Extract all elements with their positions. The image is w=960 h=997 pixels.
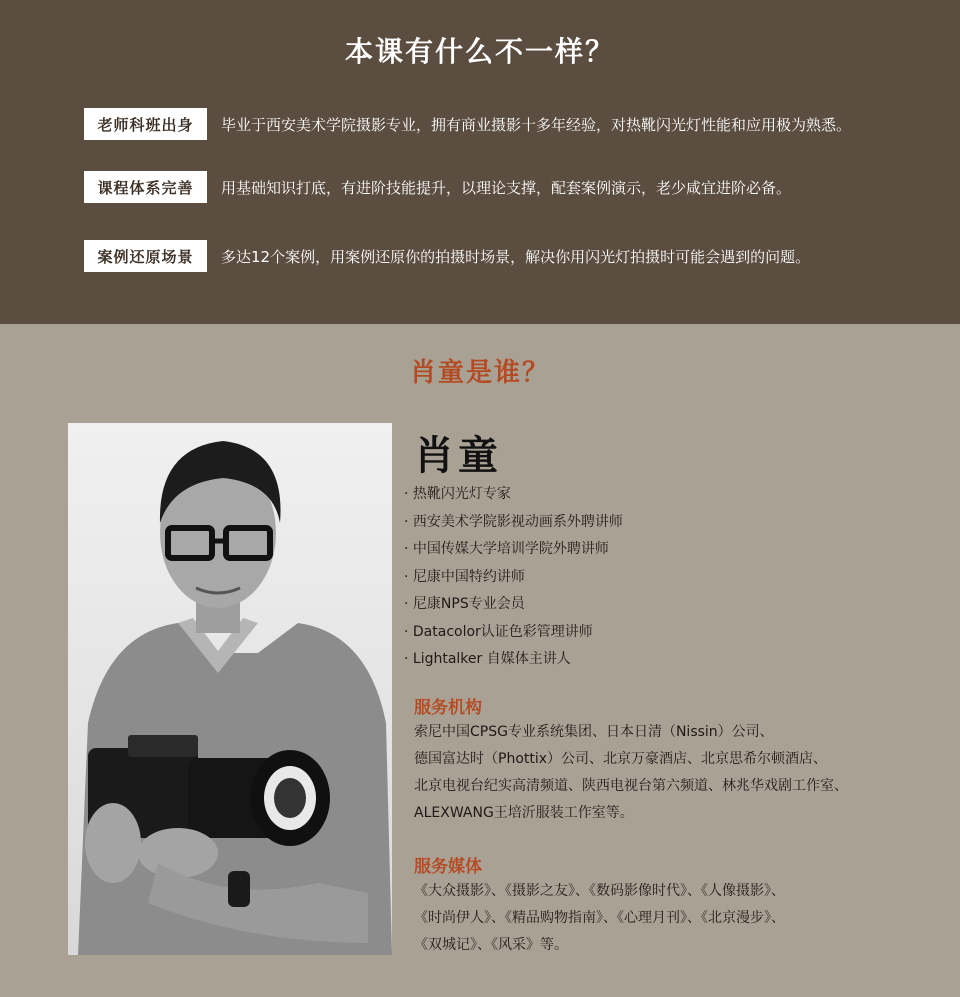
institutions-heading: 服务机构: [414, 698, 482, 718]
text-line: 《大众摄影》、《摄影之友》、《数码影像时代》、《人像摄影》、: [414, 883, 785, 899]
text-line: ALEXWANG王培沂服装工作室等。: [414, 805, 634, 821]
text-line: 《双城记》、《风采》等。: [414, 937, 568, 953]
feature-description: 毕业于西安美术学院摄影专业，拥有商业摄影十多年经验，对热靴闪光灯性能和应用极为熟悉。: [221, 115, 852, 134]
text-line: 索尼中国CPSG专业系统集团、日本日清（Nissin）公司、: [414, 724, 774, 740]
list-item: · 尼康NPS专业会员: [404, 596, 525, 612]
feature-description: 用基础知识打底，有进阶技能提升，以理论支撑，配套案例演示，老少咸宜进阶必备。: [221, 178, 792, 197]
media-heading: 服务媒体: [414, 857, 482, 877]
text-line: 《时尚伊人》、《精品购物指南》、《心理月刊》、《北京漫步》、: [414, 910, 785, 926]
feature-row-3: [84, 240, 810, 272]
list-item: · 尼康中国特约讲师: [404, 568, 525, 585]
portrait-illustration: [68, 423, 392, 955]
feature-tag: 案例还原场景: [84, 240, 207, 272]
feature-tag: 课程体系完善: [84, 171, 207, 203]
text-line: 德国富达时（Phottix）公司、北京万豪酒店、北京思希尔顿酒店、: [414, 751, 828, 767]
feature-description: 多达12个案例，用案例还原你的拍摄时场景，解决你用闪光灯拍摄时可能会遇到的问题。: [221, 247, 811, 266]
institutions-text: [414, 719, 924, 827]
list-item: · 中国传媒大学培训学院外聘讲师: [404, 541, 609, 557]
intro-section: [0, 0, 960, 324]
portrait-photo: [68, 423, 392, 955]
instructor-name: 肖童: [414, 432, 502, 479]
list-item: · 热靴闪光灯专家: [404, 486, 511, 502]
profile-section-title: 肖童是谁？: [409, 358, 550, 388]
feature-tag: 老师科班出身: [84, 108, 207, 140]
text-line: 北京电视台纪实高清频道、陕西电视台第六频道、林兆华戏剧工作室、: [414, 778, 848, 794]
list-item: · 西安美术学院影视动画系外聘讲师: [404, 513, 623, 530]
feature-row-2: [84, 171, 791, 203]
list-item: · Lightalker 自媒体主讲人: [404, 651, 571, 667]
credentials-list: [404, 481, 623, 674]
media-text: [414, 878, 924, 959]
section-title: 本课有什么不一样？: [344, 35, 615, 68]
list-item: · Datacolor认证色彩管理讲师: [404, 623, 593, 640]
feature-row-1: [84, 108, 851, 140]
